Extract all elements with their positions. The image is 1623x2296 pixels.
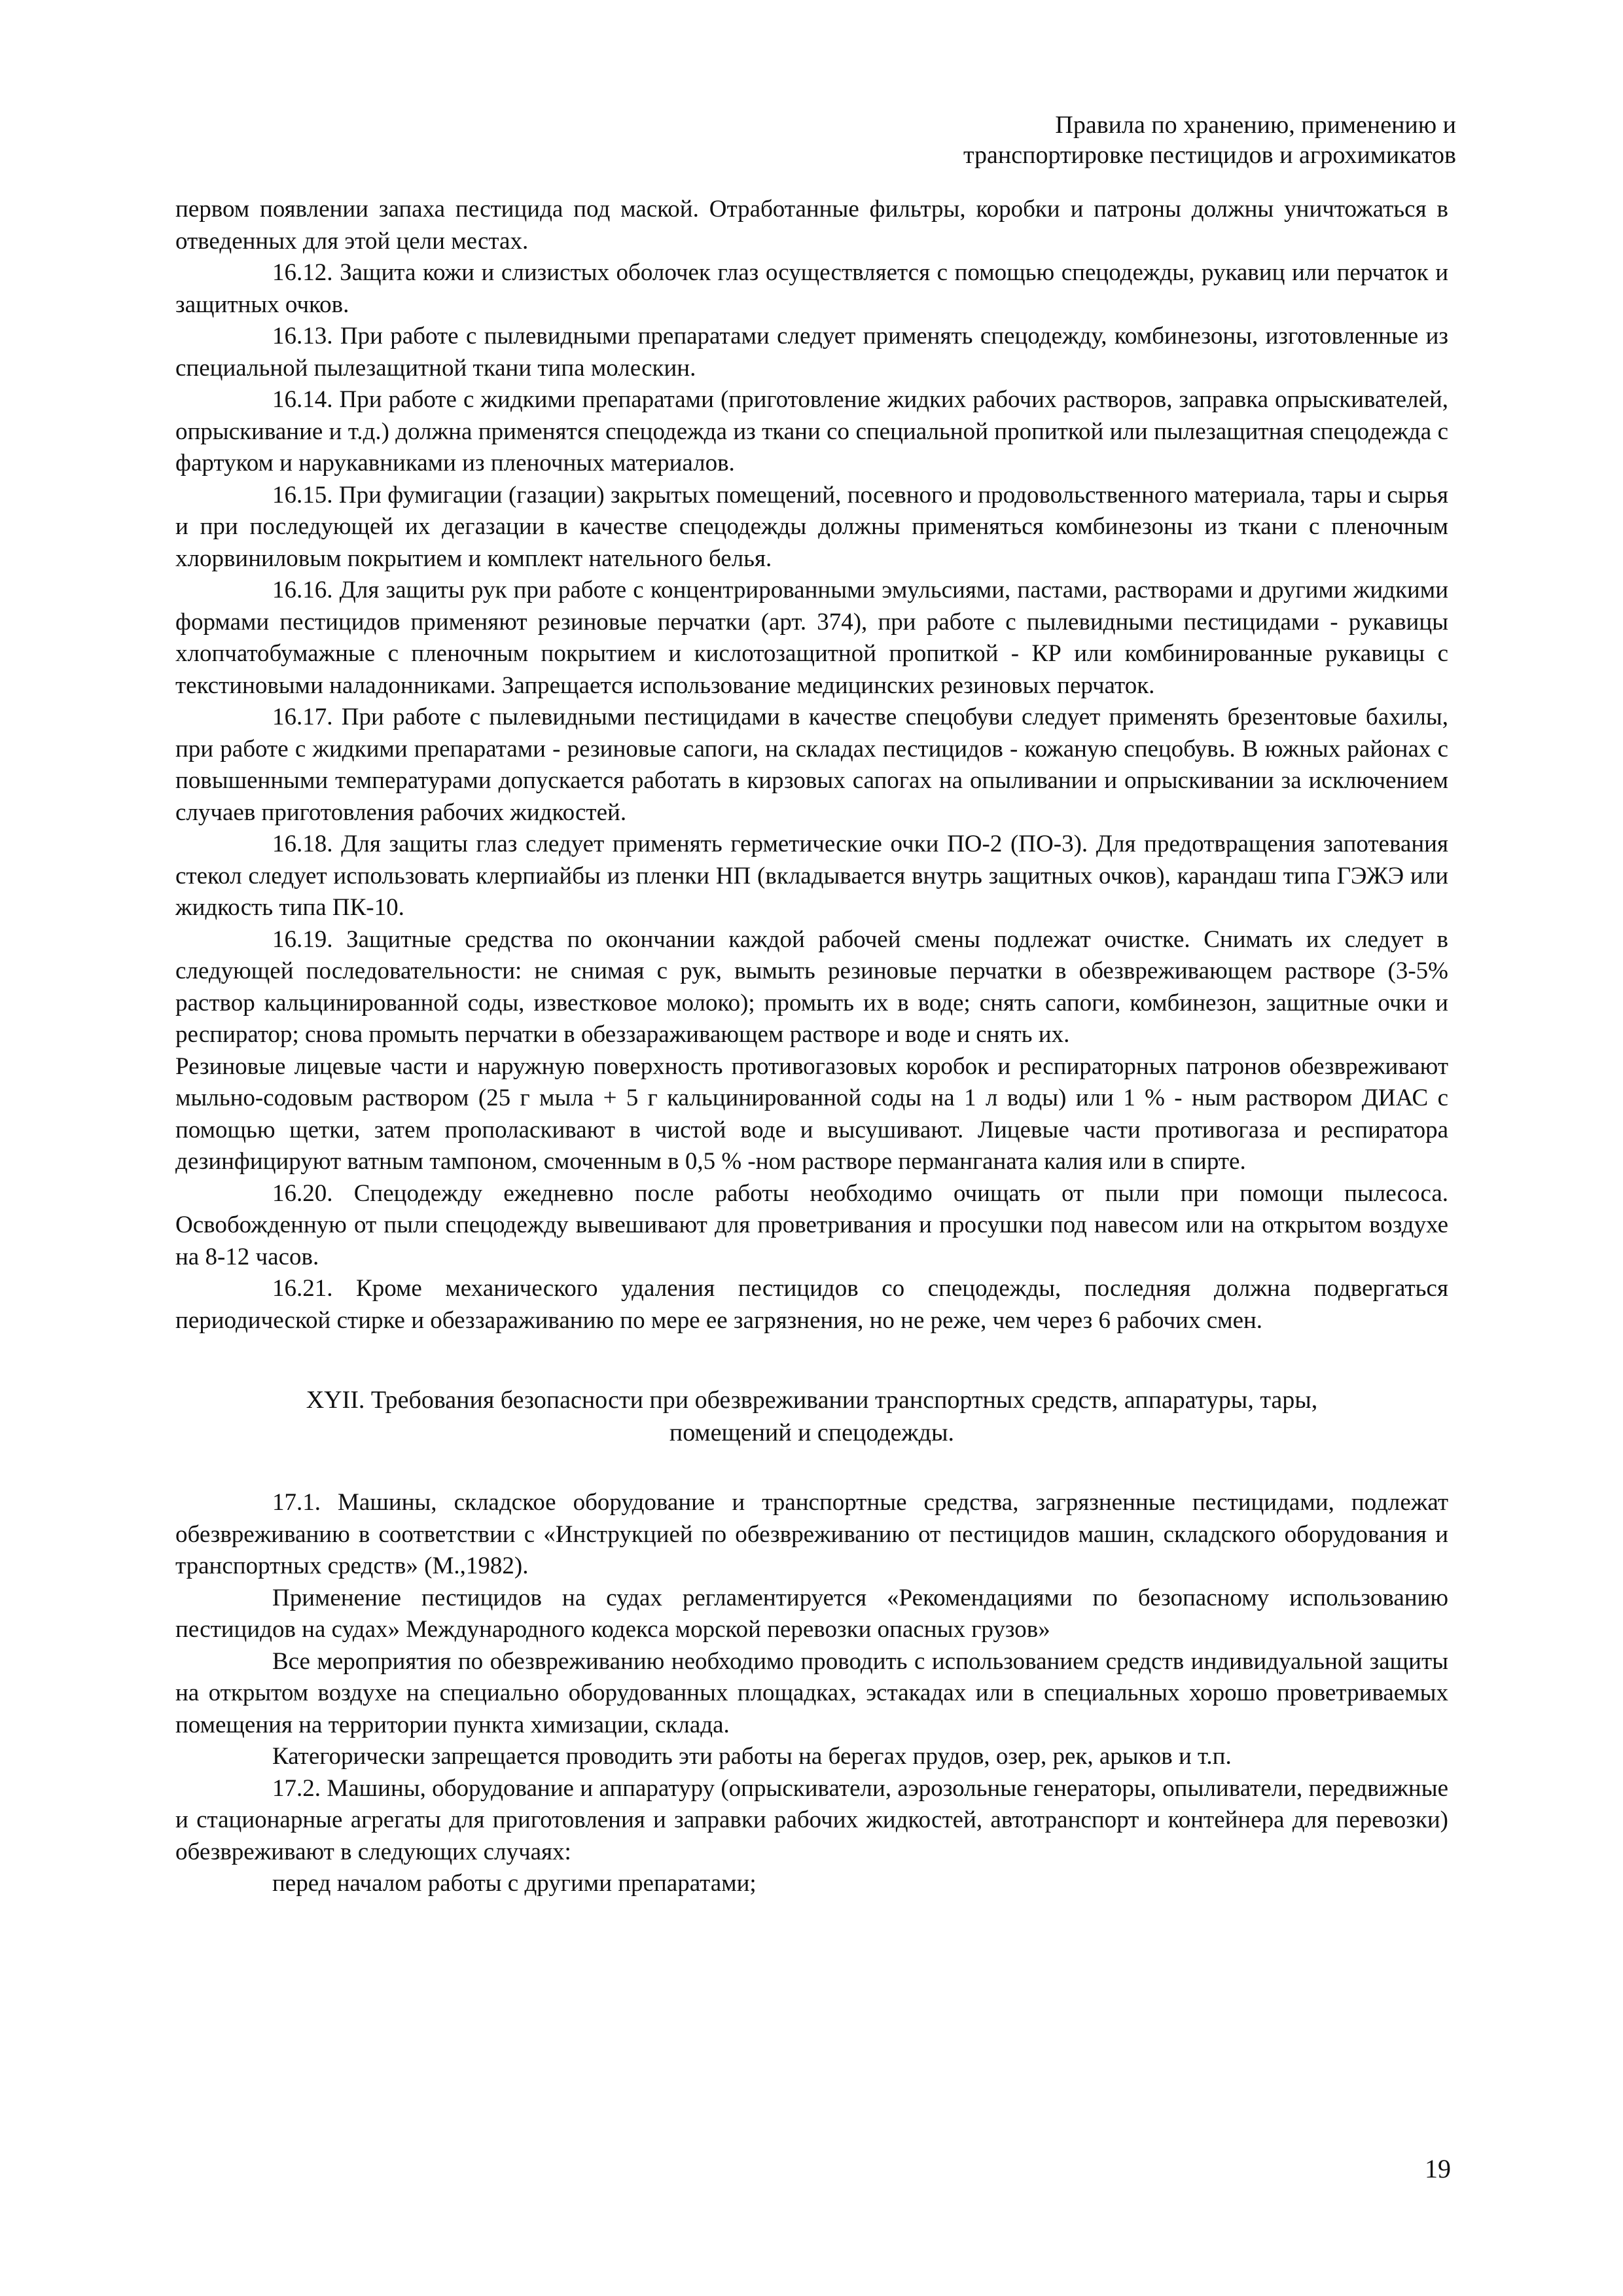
page-number: 19	[1425, 2154, 1451, 2183]
running-header	[963, 110, 1456, 170]
paragraph-16-20: 16.20. Спецодежду ежедневно после работы необходимо очищать от пыли при помощи пылесоса. Освобожденную от пыли спецодежду вывешивают для проветривания и просушки под навесом или на открытом воздухе на 8-12 часов.	[175, 1179, 1448, 1270]
paragraph-16-15: 16.15. При фумигации (газации) закрытых помещений, посевного и продовольственного материала, тары и сырья и при последующей их дегазации в качестве спецодежды должны применяться комбинезоны из ткани с пленочным хлорвиниловым покрытием и комплект нательного белья.	[175, 481, 1448, 572]
paragraph-prohibition: Категорически запрещается проводить эти работы на берегах прудов, озер, рек, арыков и т.п.	[272, 1743, 1232, 1770]
paragraph-16-18: 16.18. Для защиты глаз следует применять герметические очки ПО-2 (ПО-3). Для предотвращения запотевания стекол следует использовать клерпиайбы из пленки НП (вкладывается внутрь защитных очков), карандаш типа ГЭЖЭ или жидкость типа ПК-10.	[175, 831, 1448, 921]
paragraph-17-2: 17.2. Машины, оборудование и аппаратуру (опрыскиватели, аэрозольные генераторы, опыливатели, передвижные и стационарные агрегаты для приготовления и заправки рабочих жидкостей, автотранспорт и контейнера для перевозки) обезвреживают в следующих случаях:	[175, 1774, 1448, 1865]
paragraph-17-1: 17.1. Машины, складское оборудование и транспортные средства, загрязненные пестицидами, подлежат обезвреживанию в соответствии с «Инструкцией по обезвреживанию от пестицидов машин, складского оборудования и транспортных средств» (М.,1982).	[175, 1489, 1448, 1579]
paragraph-16-17: 16.17. При работе с пылевидными пестицидами в качестве спецобуви следует применять брезентовые бахилы, при работе с жидкими препаратами - резиновые сапоги, на складах пестицидов - кожаную спецобувь. В южных районах с повышенными температурами допускается работать в кирзовых сапогах на опыливании и опрыскивании за исключением случаев приготовления рабочих жидкостей.	[175, 704, 1448, 826]
section-heading-xvii: XYII. Требования безопасности при обезвреживании транспортных средств, аппаратуры, тары, помещений и спецодежды.	[306, 1386, 1318, 1446]
header-line-1: Правила по хранению, применению и	[1055, 111, 1456, 139]
paragraph-16-13: 16.13. При работе с пылевидными препаратами следует применять спецодежду, комбинезоны, изготовленные из специальной пылезащитной ткани типа молескин.	[175, 323, 1448, 382]
paragraph-16-12: 16.12. Защита кожи и слизистых оболочек глаз осуществляется с помощью спецодежды, рукавиц или перчаток и защитных очков.	[175, 259, 1448, 318]
paragraph-16-14: 16.14. При работе с жидкими препаратами (приготовление жидких рабочих растворов, заправка опрыскивателей, опрыскивание и т.д.) должна применятся спецодежда из ткани со специальной пропиткой или пылезащитная спецодежда с фартуком и нарукавниками из пленочных материалов.	[175, 386, 1448, 476]
paragraph-ships: Применение пестицидов на судах регламентируется «Рекомендациями по безопасному использованию пестицидов на судах» Международного кодекса морской перевозки опасных грузов»	[175, 1584, 1448, 1643]
paragraph-16-16: 16.16. Для защиты рук при работе с концентрированными эмульсиями, пастами, растворами и другими жидкими формами пестицидов применяют резиновые перчатки (арт. 374), при работе с пылевидными пестицидами - рукавицы хлопчатобумажные с пленочным покрытием и кислотозащитной пропиткой - КР или комбинированные рукавицы с текстиновыми наладонниками. Запрещается использование медицинских резиновых перчаток.	[175, 577, 1448, 699]
paragraph-respirator-cleaning: Резиновые лицевые части и наружную поверхность противогазовых коробок и респираторных патронов обезвреживают мыльно-содовым раствором (25 г мыла + 5 г кальцинированной соды на 1 л воды) или 1 % - ным раствором ДИАС с помощью щетки, затем прополаскивают в чистой воде и высушивают. Лицевые части противогаза и респиратора дезинфицируют ватным тампоном, смоченным в 0,5 % -ном растворе перманганата калия или в спирте.	[175, 1052, 1448, 1175]
paragraph-16-19: 16.19. Защитные средства по окончании каждой рабочей смены подлежат очистке. Снимать их следует в следующей последовательности: не снимая с рук, вымыть резиновые перчатки в обезвреживающем растворе (3-5% раствор кальцинированной соды, известковое молоко); промыть их в воде; снять сапоги, комбинезон, защитные очки и респиратор; снова промыть перчатки в обеззараживающем растворе и воде и снять их.	[175, 925, 1448, 1048]
paragraph-16-21: 16.21. Кроме механического удаления пестицидов со спецодежды, последняя должна подвергаться периодической стирке и обеззараживанию по мере ее загрязнения, но не реже, чем через 6 рабочих смен.	[175, 1275, 1448, 1334]
document-body	[175, 194, 1448, 1900]
paragraph-ppe-measures: Все мероприятия по обезвреживанию необходимо проводить с использованием средств индивидуальной защиты на открытом воздухе на специально оборудованных площадках, эстакадах или в специальных хорошо проветриваемых помещения на территории пункта химизации, склада.	[175, 1647, 1448, 1738]
header-line-2: транспортировке пестицидов и агрохимикатов	[963, 141, 1456, 169]
paragraph-case-1: перед началом работы с другими препаратами;	[272, 1870, 757, 1897]
paragraph-continuation: первом появлении запаха пестицида под маской. Отработанные фильтры, коробки и патроны должны уничтожаться в отведенных для этой цели местах.	[175, 196, 1448, 255]
